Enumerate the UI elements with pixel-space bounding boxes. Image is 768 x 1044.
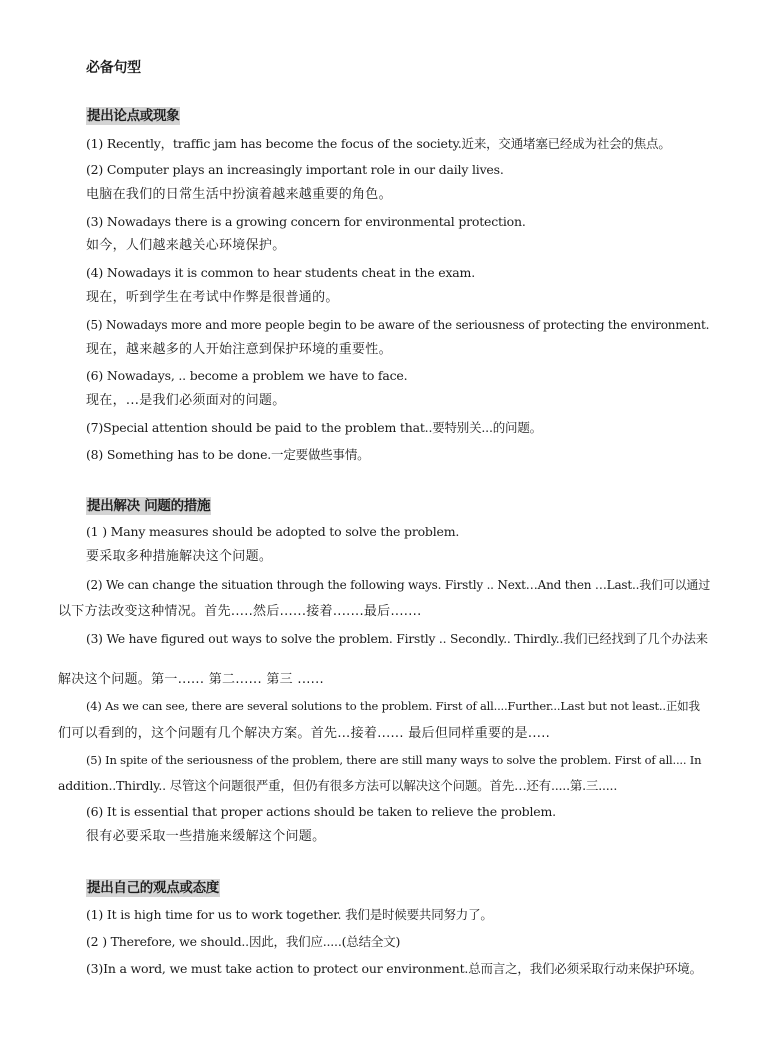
translation-line: 如今，人们越来越关心环境保护。 [86, 238, 286, 253]
sentence-line: (3)In a word, we must take action to protect our environment.总而言之，我们必须采取行动来保护环境。 [86, 961, 702, 976]
translation-line: 电脑在我们的日常生活中扮演着越来越重要的角色。 [86, 187, 392, 202]
sentence-line: (2) We can change the situation through the following ways. Firstly .. Next…And then …Last..我们可以通过 [86, 578, 711, 592]
sentence-line: (5) In spite of the seriousness of the problem, there are still many ways to solve the problem. First of all.... In [86, 753, 702, 767]
sentence-line: (2) Computer plays an increasingly important role in our daily lives. [86, 162, 504, 177]
section-heading-solutions: 提出解决 问题的措施 [87, 498, 211, 514]
sentence-line: (1) It is high time for us to work together. 我们是时候要共同努力了。 [86, 907, 493, 922]
translation-line: 解决这个问题。第一...... 第二...... 第三 ...... [58, 672, 324, 687]
translation-line: 现在，...是我们必须面对的问题。 [86, 393, 286, 408]
sentence-line: (4) As we can see, there are several solutions to the problem. First of all....Further...Last but not least..正如我 [86, 699, 700, 713]
sentence-line: (1 ) Many measures should be adopted to solve the problem. [86, 524, 460, 539]
sentence-line: (2 ) Therefore, we should..因此，我们应.....(总结全文) [86, 934, 401, 949]
sentence-line: addition..Thirdly.. 尽管这个问题很严重，但仍有很多方法可以解决这个问题。首先…还有.....第.三..... [58, 778, 618, 793]
translation-line: 以下方法改变这种情况。首先.....然后......接着.......最后....... [58, 604, 422, 619]
translation-line: 现在，听到学生在考试中作弊是很普通的。 [86, 290, 339, 305]
sentence-line: (6) Nowadays, .. become a problem we have to face. [86, 368, 408, 383]
sentence-line: (8) Something has to be done.一定要做些事情。 [86, 447, 370, 462]
sentence-line: (3) Nowadays there is a growing concern for environmental protection. [86, 214, 526, 229]
translation-line: 要采取多种措施解决这个问题。 [86, 549, 273, 564]
sentence-line: (5) Nowadays more and more people begin to be aware of the seriousness of protecting the environment. [86, 318, 710, 332]
sentence-line: (1) Recently，traffic jam has become the focus of the society.近来，交通堵塞已经成为社会的焦点。 [86, 136, 671, 151]
translation-line: 很有必要采取一些措施来缓解这个问题。 [86, 829, 326, 844]
page-title: 必备句型 [86, 60, 141, 76]
section-heading-opinion: 提出自己的观点或态度 [87, 880, 219, 896]
section-heading-argument: 提出论点或现象 [87, 108, 180, 124]
translation-line: 们可以看到的，这个问题有几个解决方案。首先…接着...... 最后但同样重要的是..... [58, 726, 551, 741]
sentence-line: (7)Special attention should be paid to the problem that..要特别关...的问题。 [86, 420, 542, 435]
sentence-line: (4) Nowadays it is common to hear students cheat in the exam. [86, 265, 475, 280]
sentence-line: (6) It is essential that proper actions should be taken to relieve the problem. [86, 804, 556, 819]
sentence-line: (3) We have figured out ways to solve the problem. Firstly .. Secondly.. Thirdly..我们已经找到了几个办法来 [86, 632, 708, 646]
translation-line: 现在，越来越多的人开始注意到保护环境的重要性。 [86, 342, 392, 357]
